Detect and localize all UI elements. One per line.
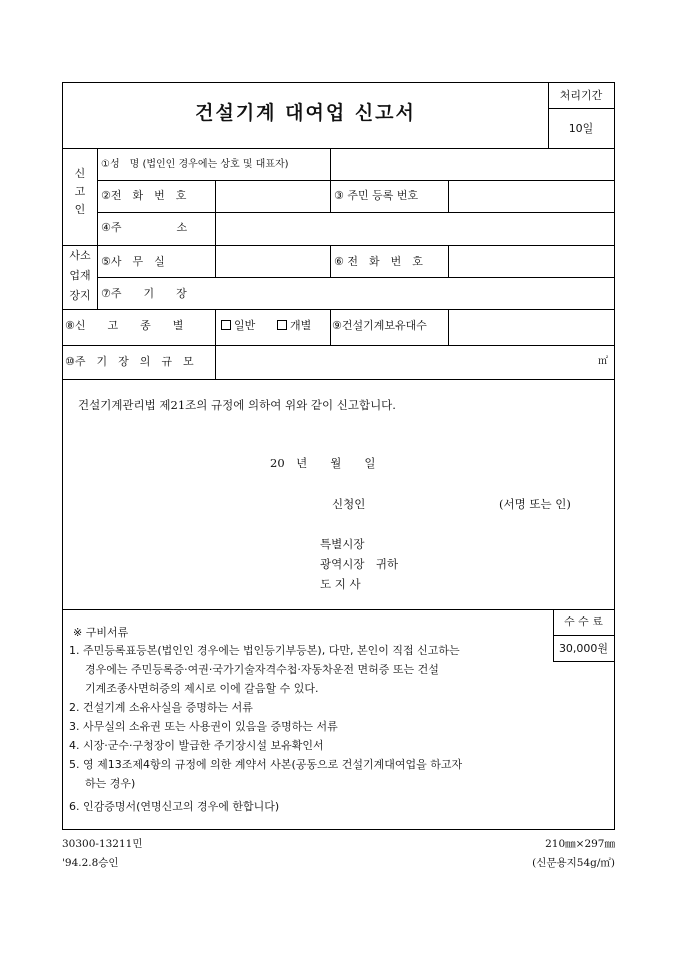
document-item: 경우에는 주민등록증·여권·국가기술자격수첩·자동차운전 면허증 또는 건설 [85,663,439,676]
area-unit: ㎡ [598,356,608,367]
document-item: 4. 시장·군수·구청장이 발급한 주기장시설 보유확인서 [69,739,324,752]
document-item: 6. 인감증명서(연명신고의 경우에 한합니다) [69,800,280,813]
applicant-group-label-3: 인 [74,203,86,216]
phone-label: ②전 화 번 호 [101,189,187,202]
approval-date: '94.2.8승인 [62,857,119,869]
document-item: 3. 사무실의 소유권 또는 사용권이 있음을 증명하는 서류 [69,720,338,733]
machine-count-label: ⑨건설기계보유대수 [332,319,427,332]
applicant-label: 신청인 [332,497,366,511]
option-individual[interactable]: 개별 [277,319,311,333]
document-item: 2. 건설기계 소유사실을 증명하는 서류 [69,701,253,714]
paper-type: (신문용지54g/㎡) [532,857,615,869]
report-type-label: ⑧신 고 종 별 [65,319,184,332]
form-title: 건설기계 대여업 신고서 [195,102,416,124]
date-line: 20 년 월 일 [270,456,376,470]
resident-number-label: ③ 주민 등록 번호 [334,189,419,202]
signature-label: (서명 또는 인) [499,497,571,511]
general-checkbox[interactable] [221,320,231,330]
document-item: 기계조종사면허증의 제시로 이에 갈음할 수 있다. [85,682,319,695]
required-documents-heading: ※ 구비서류 [73,626,129,639]
address-label: ④주 소 [101,221,188,234]
parking-lot-label: ⑦주 기 장 [101,287,187,300]
office-label: ⑤사 무 실 [101,255,165,268]
document-item: 1. 주민등록표등본(법인인 경우에는 법인등기부등본), 다만, 본인이 직접 신고하는 [69,644,460,657]
processing-period-label: 처리기간 [559,89,603,102]
office-group-label-1: 사소 [69,249,91,262]
office-group-label-3: 장지 [69,289,91,302]
recipient-line-1: 특별시장 [320,537,365,551]
processing-period-value: 10일 [568,122,594,135]
paper-size: 210㎜×297㎜ [545,838,615,850]
document-item: 5. 영 제13조제4항의 규정에 의한 계약서 사본(공동으로 건설기계대여업을 하고자 [69,758,463,771]
parking-size-label: ⑩주 기 장 의 규 모 [65,355,194,368]
recipient-line-2: 광역시장 귀하 [320,557,399,571]
form-code: 30300-13211민 [62,838,143,850]
fee-value: 30,000원 [558,642,609,655]
individual-checkbox[interactable] [277,320,287,330]
recipient-line-3: 도 지 사 [320,577,361,591]
name-label: ①성 명 (법인인 경우에는 상호 및 대표자) [101,159,289,170]
applicant-group-label-2: 고 [74,185,86,198]
document-item: 하는 경우) [85,777,136,790]
office-group-label-2: 업재 [69,269,91,282]
office-phone-label: ⑥ 전 화 번 호 [334,255,423,268]
option-general[interactable]: 일반 [221,319,255,333]
fee-label: 수 수 료 [564,615,603,628]
report-form [62,82,615,830]
declaration-statement: 건설기계관리법 제21조의 규정에 의하여 위와 같이 신고합니다. [78,398,396,412]
applicant-group-label-1: 신 [74,167,86,180]
